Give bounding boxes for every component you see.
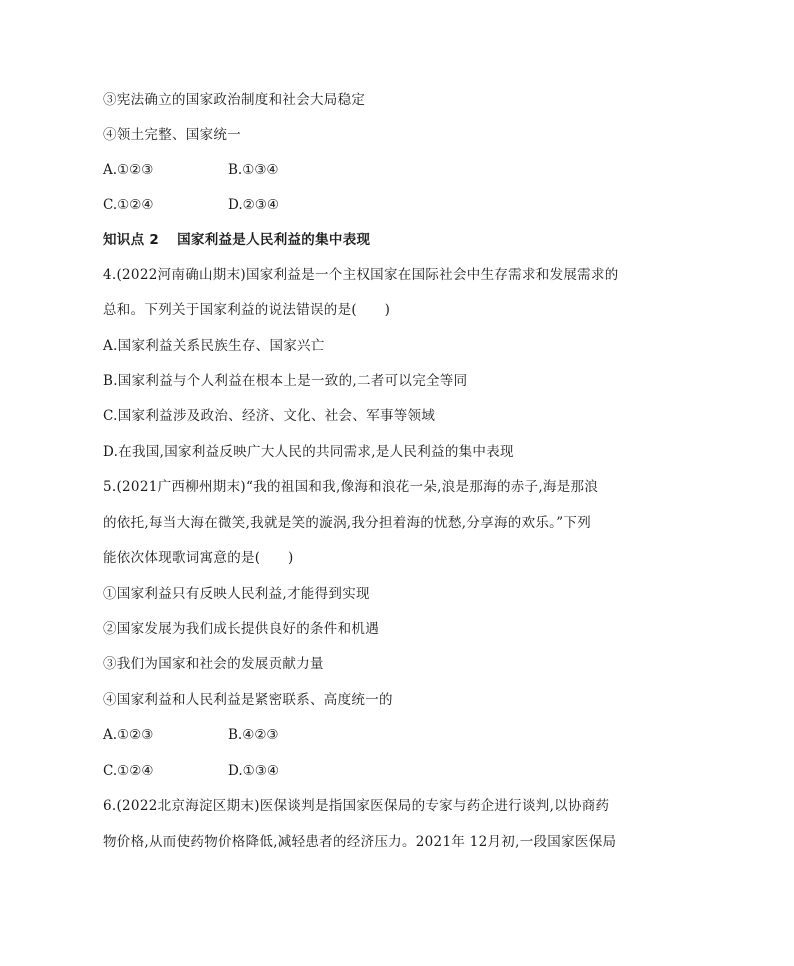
- q3-option-a: A.①②③: [103, 162, 154, 178]
- section-heading: [103, 230, 370, 250]
- q3-item-4: ④领土完整、国家统一: [103, 127, 241, 143]
- q5-option-a: A.①②③: [103, 727, 154, 743]
- q4-option-d: D.在我国,国家利益反映广大人民的共同需求,是人民利益的集中表现: [103, 444, 514, 460]
- q6-stem-line-2: 物价格,从而使药物价格降低,减轻患者的经济压力。2021年 12月初,一段国家医保局: [103, 834, 617, 850]
- q5-stem-line-1: 5.(2021广西柳州期末)“我的祖国和我,像海和浪花一朵,浪是那海的赤子,海是那浪: [103, 479, 599, 495]
- q5-item-4: ④国家利益和人民利益是紧密联系、高度统一的: [103, 692, 393, 708]
- q5-item-1: ①国家利益只有反映人民利益,才能得到实现: [103, 586, 370, 602]
- q5-item-2: ②国家发展为我们成长提供良好的条件和机遇: [103, 621, 379, 637]
- q4-stem-line-2: 总和。下列关于国家利益的说法错误的是( ): [103, 302, 391, 318]
- q5-option-b: B.④②③: [228, 727, 279, 743]
- q3-option-c: C.①②④: [103, 197, 154, 213]
- q4-option-c: C.国家利益涉及政治、经济、文化、社会、军事等领域: [103, 408, 436, 424]
- q5-option-d: D.①③④: [228, 763, 279, 779]
- q5-stem-line-2: 的依托,每当大海在微笑,我就是笑的漩涡,我分担着海的忧愁,分享海的欢乐。”下列: [103, 515, 592, 531]
- section-number: 知识点 2: [103, 232, 160, 248]
- q3-option-d: D.②③④: [228, 197, 279, 213]
- q4-stem-line-1: 4.(2022河南确山期末)国家利益是一个主权国家在国际社会中生存需求和发展需求的: [103, 267, 619, 283]
- q5-stem-line-3: 能依次体现歌词寓意的是( ): [103, 550, 294, 566]
- q6-stem-line-1: 6.(2022北京海淀区期末)医保谈判是指国家医保局的专家与药企进行谈判,以协商药: [103, 798, 610, 814]
- q5-option-c: C.①②④: [103, 763, 154, 779]
- q5-item-3: ③我们为国家和社会的发展贡献力量: [103, 656, 324, 672]
- q4-option-b: B.国家利益与个人利益在根本上是一致的,二者可以完全等同: [103, 373, 468, 389]
- q3-option-b: B.①③④: [228, 162, 279, 178]
- section-title: 国家利益是人民利益的集中表现: [177, 232, 371, 248]
- q3-item-3: ③宪法确立的国家政治制度和社会大局稳定: [103, 92, 366, 108]
- q4-option-a: A.国家利益关系民族生存、国家兴亡: [103, 338, 325, 354]
